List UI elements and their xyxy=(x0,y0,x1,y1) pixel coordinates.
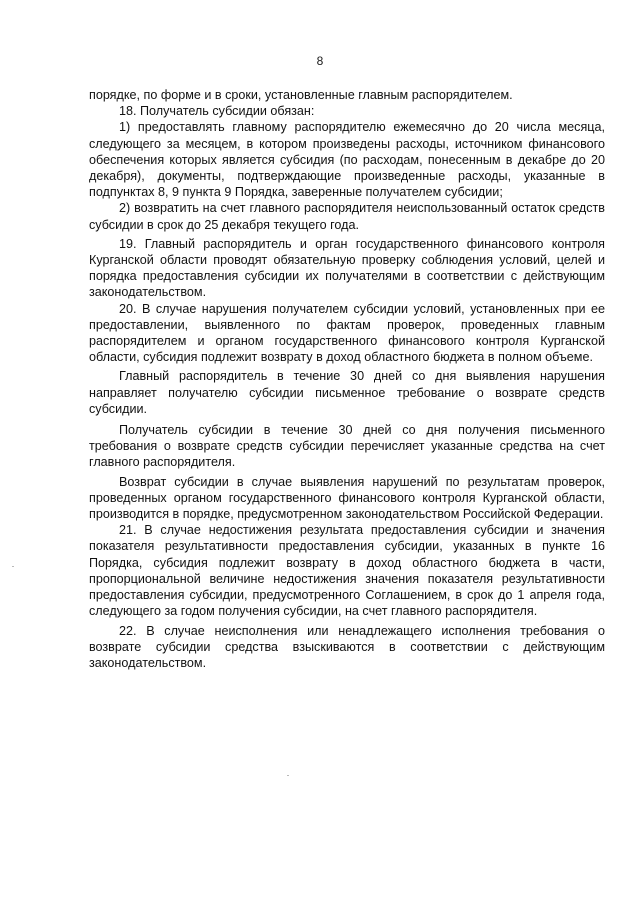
paragraph-continuation: порядке, по форме и в сроки, установленные главным распорядителем. xyxy=(89,88,513,102)
scan-speck xyxy=(287,775,289,776)
paragraph-20: 20. В случае нарушения получателем субсидии условий, установленных при ее предоставлении, выявленного по фактам проверок, проведенных главным распорядителем и органом государственного финансового контроля Курганской области, субсидия подлежит возврату в доход областного бюджета в полном объеме. xyxy=(89,301,605,365)
document-body xyxy=(89,87,605,671)
paragraph-20-transfer: Получатель субсидии в течение 30 дней со дня получения письменного требования о возврате средств субсидии перечисляет указанные средства на счет главного распорядителя. xyxy=(89,423,605,470)
paragraph-21: 21. В случае недостижения результата предоставления субсидии и значения показателя результативности предоставления субсидии, указанных в пункте 16 Порядка, субсидия подлежит возврату в доход областного бюджета в части, пропорциональной величине недостижения значения показателя результативности предоставления субсидии, предусмотренного Соглашением, в срок до 1 апреля года, следующего за годом получения субсидии, на счет главного распорядителя. xyxy=(89,523,605,619)
paragraph-18-item-1: 1) предоставлять главному распорядителю ежемесячно до 20 числа месяца, следующего за месяцем, в котором произведены расходы, источником финансового обеспечения которых является субсидия (по расходам, понесенным в декабре до 20 декабря), документы, подтверждающие произведенные расходы, указанные в подпунктах 8, 9 пункта 9 Порядка, заверенные получателем субсидии; xyxy=(89,120,605,200)
paragraph-18-item-2: 2) возвратить на счет главного распорядителя неиспользованный остаток средств субсидии в срок до 25 декабря текущего года. xyxy=(89,201,605,232)
paragraph-20-refund: Возврат субсидии в случае выявления нарушений по результатам проверок, проведенных органом государственного финансового контроля Курганской области, производится в порядке, предусмотренном законодательством Российской Федерации. xyxy=(89,474,605,522)
page-number: 8 xyxy=(316,54,324,68)
scan-speck xyxy=(12,566,14,567)
paragraph-22: 22. В случае неисполнения или ненадлежащего исполнения требования о возврате субсидии средства взыскиваются в соответствии с действующим законодательством. xyxy=(89,623,605,670)
paragraph-18-heading: 18. Получатель субсидии обязан: xyxy=(119,104,315,119)
paragraph-19: 19. Главный распорядитель и орган государственного финансового контроля Курганской области проводят обязательную проверку соблюдения условий, целей и порядка предоставления субсидии их получателями в соответствии с действующим законодательством. xyxy=(89,236,605,300)
paragraph-20-notice: Главный распорядитель в течение 30 дней со дня выявления нарушения направляет получателю субсидии письменное требование о возврате средств субсидии. xyxy=(89,369,605,416)
